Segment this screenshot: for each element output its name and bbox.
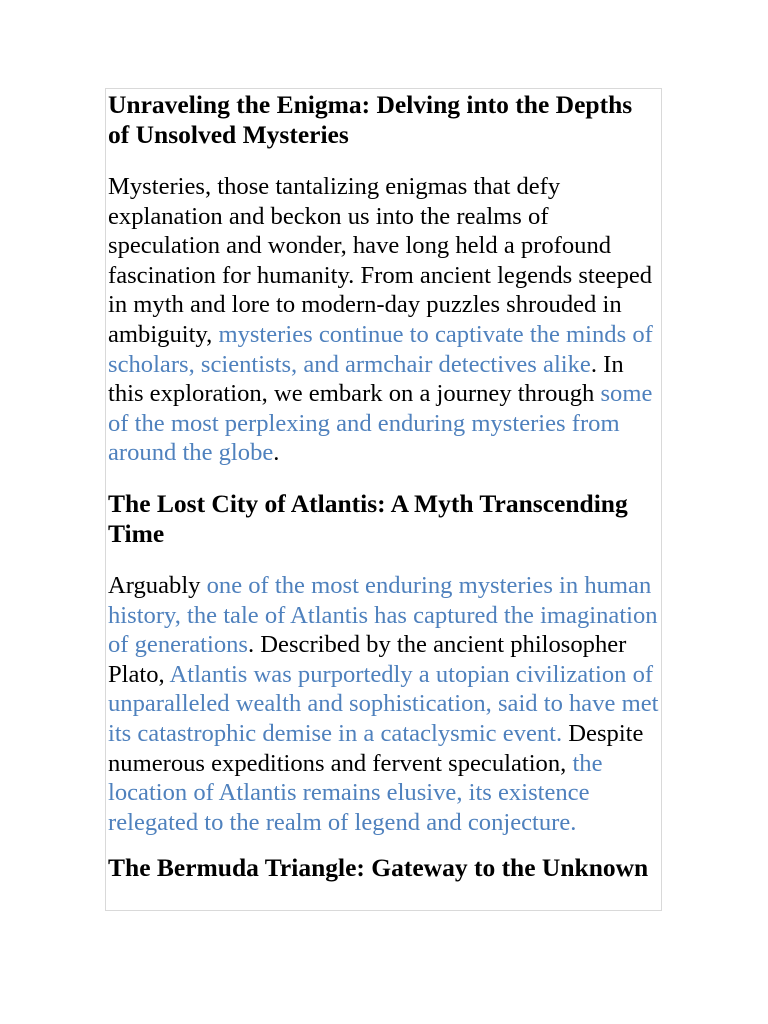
highlighted-text-segment: the location of Atlantis remains elusive, its existence relegated to the realm of legend and conjecture. (108, 749, 603, 836)
section-heading-bermuda-triangle (108, 853, 659, 883)
text-segment: Arguably (108, 571, 207, 599)
text-segment: . (273, 439, 280, 467)
document-page (105, 88, 662, 911)
section-heading-atlantis (108, 489, 659, 549)
highlighted-text-segment: Atlantis was purportedly a utopian civilization of unparalleled wealth and sophistication, said to have met its catastrophic demise in a cataclysmic event. (108, 660, 659, 747)
highlighted-text-segment: mysteries continue to captivate the minds of scholars, scientists, and armchair detectives alike (108, 320, 653, 378)
text-segment: . In this exploration, we embark on a journey through (108, 350, 624, 408)
section-heading-unsolved-mysteries (108, 90, 659, 150)
text-segment: Despite numerous expeditions and fervent speculation, (108, 719, 644, 777)
highlighted-text-segment: some of the most perplexing and enduring mysteries from around the globe (108, 380, 653, 467)
heading-text: Unraveling the Enigma: Delving into the Depths of Unsolved Mysteries (108, 90, 633, 149)
text-segment: . Described by the ancient philosopher Plato, (108, 631, 627, 688)
heading-text: The Bermuda Triangle: Gateway to the Unknown (108, 853, 649, 883)
text-segment: Mysteries, those tantalizing enigmas that defy explanation and beckon us into the realms of speculation and wonder, have long held a profound fascination for humanity. From ancient legends steeped in myth and lore to modern-day puzzles shrouded in ambiguity, (108, 173, 653, 348)
heading-text: The Lost City of Atlantis: A Myth Transcending Time (108, 488, 628, 548)
paragraph-atlantis (108, 571, 659, 837)
highlighted-text-segment: one of the most enduring mysteries in human history, the tale of Atlantis has captured the imagination of generations (108, 571, 658, 659)
paragraph-intro (108, 172, 659, 468)
